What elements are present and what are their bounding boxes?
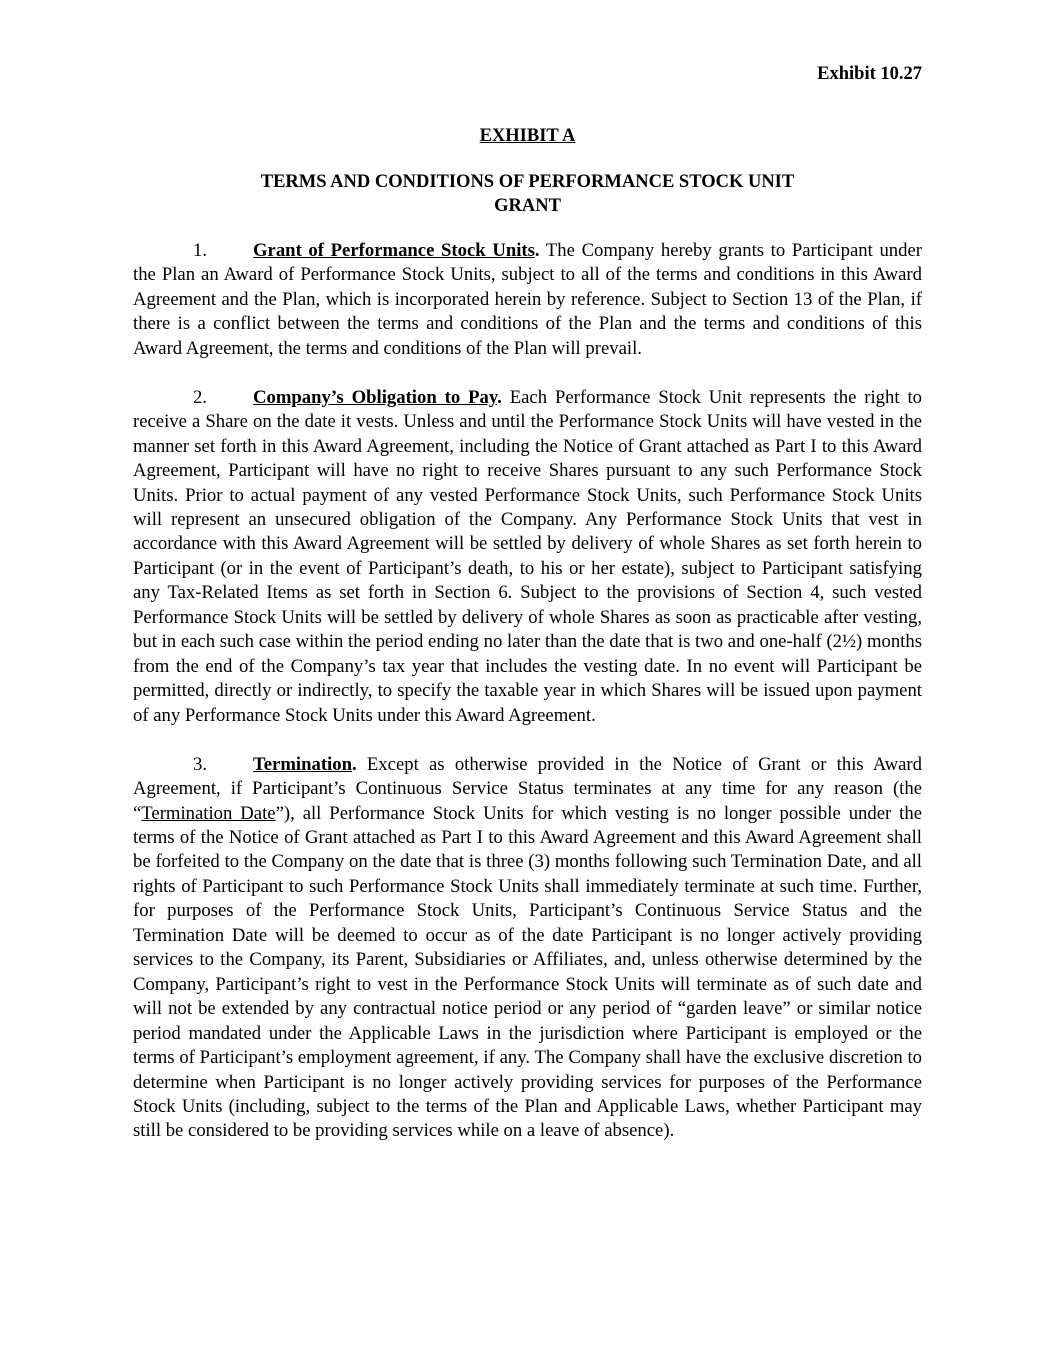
exhibit-number: Exhibit 10.27 — [817, 64, 922, 84]
section-1-grant — [133, 239, 922, 361]
document-title-line-2: GRANT — [494, 196, 561, 217]
document-title — [133, 170, 922, 219]
section-text: The Company hereby grants to Participant under the Plan an Award of Performance Stock Units, subject to all of the terms and conditions in this Award Agreement and the Plan, which is incorporated herein by reference. Subject to Section 13 of the Plan, if there is a conflict between the terms and conditions of the Plan and the terms and conditions of this Award Agreement, the terms and conditions of the Plan will prevail. — [133, 240, 922, 359]
section-heading: Company’s Obligation to Pay — [253, 386, 498, 408]
section-heading: Grant of Performance Stock Units — [253, 240, 535, 261]
section-heading-period: . — [497, 386, 502, 408]
section-2-obligation-to-pay — [133, 386, 922, 728]
section-text-after-term: ”), all Performance Stock Units for which vesting is no longer possible under the terms of the Notice of Grant attached as Part I to this Award Agreement and this Award Agreement shall be forfeited to the Company on the date that is three (3) months following such Termination Date, and all rights of Participant to such Performance Stock Units shall immediately terminate at such time. Further, for purposes of the Performance Stock Units, Participant’s Continuous Service Status and the Termination Date will be deemed to occur as of the date Participant is no longer actively providing services to the Company, its Parent, Subsidiaries or Affiliates, and, unless otherwise determined by the Company, Participant’s right to vest in the Performance Stock Units will terminate as of such date and will not be extended by any contractual notice period or any period of “garden leave” or similar notice period mandated under the Applicable Laws in the jurisdiction where Participant is employed or the terms of Participant’s employment agreement, if any. The Company shall have the exclusive discretion to determine when Participant is no longer actively providing services for purposes of the Performance Stock Units (including, subject to the terms of the Plan and Applicable Laws, whether Participant may still be considered to be providing services while on a leave of absence). — [133, 802, 922, 1142]
section-heading-period: . — [534, 240, 540, 261]
section-number: 1. — [193, 240, 208, 261]
section-heading-period: . — [351, 753, 357, 775]
document-body — [133, 239, 922, 1168]
exhibit-title: EXHIBIT A — [479, 126, 576, 146]
section-heading: Termination — [253, 753, 352, 775]
section-text: Each Performance Stock Unit represents the right to receive a Share on the date it vests. Unless and until the Performance Stock Units will have vested in the manner set forth in this Award Agreement, including the Notice of Grant attached as Part I to this Award Agreement, Participant will have no right to receive Shares pursuant to any such Performance Stock Units. Prior to actual payment of any vested Performance Stock Units, such Performance Stock Units will represent an unsecured obligation of the Company. Any Performance Stock Units that vest in accordance with this Award Agreement will be settled by delivery of whole Shares as set forth herein to Participant (or in the event of Participant’s death, to his or her estate), subject to Participant satisfying any Tax-Related Items as set forth in Section 6. Subject to the provisions of Section 4, such vested Performance Stock Units will be settled by delivery of whole Shares as soon as practicable after vesting, but in each such case within the period ending no later than the date that is two and one-half (2½) months from the end of the Company’s tax year that includes the vesting date. In no event will Participant be permitted, directly or indirectly, to specify the taxable year in which Shares will be issued upon payment of any Performance Stock Units under this Award Agreement. — [133, 386, 922, 726]
section-number: 3. — [193, 753, 208, 775]
section-number: 2. — [193, 386, 208, 408]
document-title-line-1: TERMS AND CONDITIONS OF PERFORMANCE STOCK UNIT — [260, 172, 795, 192]
section-text-before-term: Except as otherwise provided in the Notice of Grant or this Award Agreement, if Participant’s Continuous Service Status terminates at any time for any reason (the “ — [133, 753, 922, 824]
defined-term-termination-date: Termination Date — [141, 802, 276, 824]
section-3-termination — [133, 753, 922, 1144]
